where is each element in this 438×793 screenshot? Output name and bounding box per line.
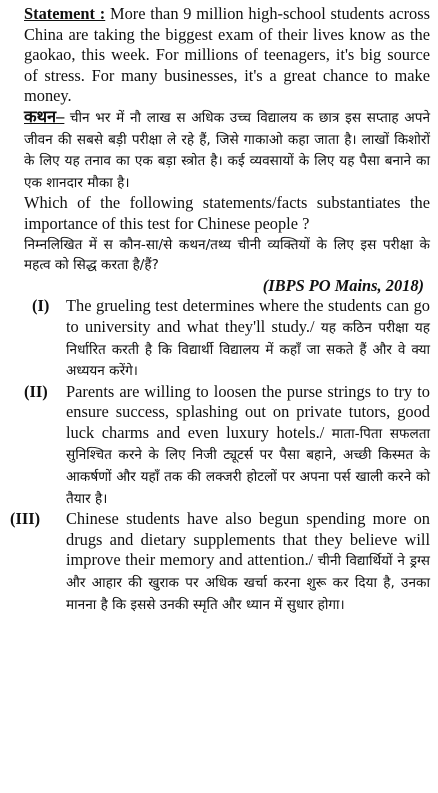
- option-text-hi: माता-पिता सफलता सुनिश्चित करने के लिए निजी ट्यूटर्स पर पैसा बहाने, अच्छी किस्मत के आकर्षणों और यहाँ तक की लक्जरी होटलों पर अपना पर्स खाली करने को तैयार है।: [66, 425, 430, 507]
- option-number: (III): [10, 509, 41, 529]
- option-1: [32, 296, 430, 381]
- statement-label: Statement :: [24, 4, 106, 23]
- option-number: (I): [32, 296, 50, 316]
- option-3: [10, 509, 430, 615]
- option-text: [66, 382, 430, 510]
- exam-source: (IBPS PO Mains, 2018): [262, 275, 424, 295]
- statement-hindi: [24, 107, 430, 193]
- option-2: [24, 382, 430, 510]
- question-english: Which of the following statements/facts substantiates the importance of this test for Chinese people ?: [24, 193, 430, 233]
- option-text: [66, 509, 430, 615]
- option-text-en: The grueling test determines where the students can go to university and what they'll study./: [66, 296, 430, 336]
- statement-label-hindi: कथन–: [24, 106, 65, 126]
- option-number: (II): [24, 381, 48, 401]
- question-hindi: निम्नलिखित में स कौन-सा/से कथन/तथ्य चीनी व्यक्तियों के लिए इस परीक्षा के महत्व को सिद्ध करता है/हैं?: [24, 236, 430, 274]
- option-text-en: Chinese students have also begun spending more on drugs and dietary supplements that they believe will improve their memory and attention./: [66, 509, 430, 570]
- statement-text-en: More than 9 million high-school students across China are taking the biggest exam of their lives know as the gaokao, this week. For millions of teenagers, it's big source of stress. For many businesses, it's a great chance to make money.: [24, 4, 431, 106]
- option-text-en: Parents are willing to loosen the purse strings to try to ensure success, splashing out on private tutors, good luck charms and even luxury hotels./: [66, 381, 430, 442]
- statement-text-hi: चीन भर में नौ लाख स अधिक उच्च विद्यालय क छात्र इस सप्ताह अपने जीवन की सबसे बड़ी परीक्षा ले रहे हैं, जिसे गाकाओ कहा जाता है। लाखों किशोरों के लिए यह तनाव का एक बड़ा स्त्रोत है। कई व्यवसायों के लिए यह पैसा बनाने का एक शानदार मौका है।: [24, 109, 430, 191]
- option-text: [66, 296, 430, 381]
- statement-english: [24, 4, 430, 107]
- option-text-hi: यह कठिन परीक्षा यह निर्धारित करती है कि विद्यार्थी विद्यालय में कहाँ जा सकते हैं और वे क्या अध्ययन करेंगे।: [66, 319, 430, 380]
- option-text-hi: चीनी विद्यार्थियों ने ड्रग्स और आहार की खुराक पर अधिक खर्चा करना शुरू कर दिया है, उनका मानना है कि इससे उनकी स्मृति और ध्यान में सुधार होगा।: [66, 553, 430, 613]
